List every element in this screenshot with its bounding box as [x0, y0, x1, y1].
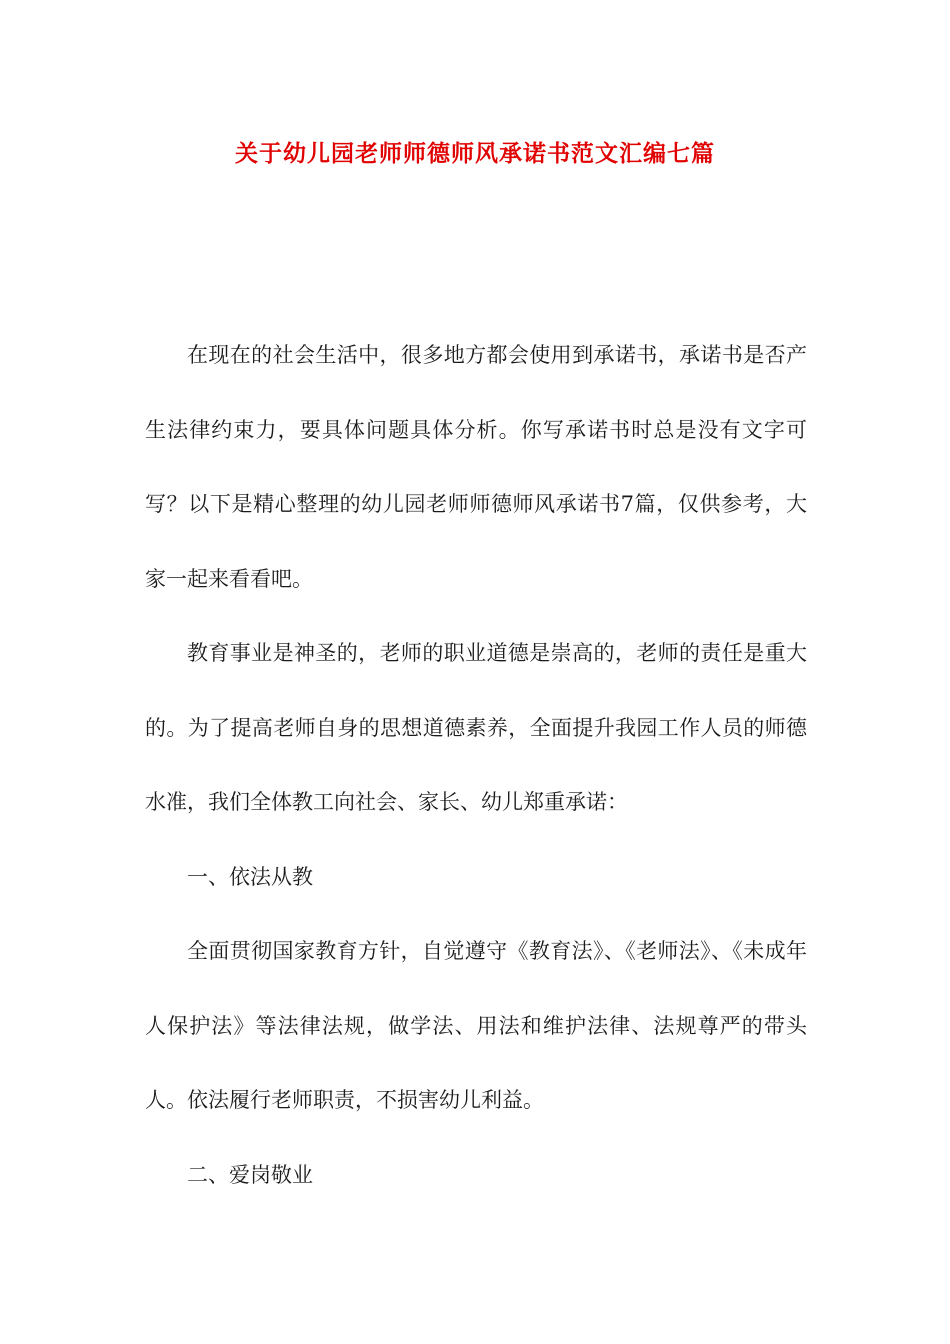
paragraph-intro: 在现在的社会生活中，很多地方都会使用到承诺书，承诺书是否产生法律约束力，要具体问题具体分析。你写承诺书时总是没有文字可写？以下是精心整理的幼儿园老师师德师风承诺书7篇，仅供参考，大家一起来看看吧。 — [145, 343, 807, 591]
document-title: 关于幼儿园老师师德师风承诺书范文汇编七篇 — [235, 140, 715, 167]
paragraph-commitment: 教育事业是神圣的，老师的职业道德是崇高的，老师的责任是重大的。为了提高老师自身的思想道德素养，全面提升我园工作人员的师德水准，我们全体教工向社会、家长、幼儿郑重承诺： — [145, 641, 807, 814]
section-heading-2: 二、爱岗敬业 — [187, 1162, 313, 1187]
section-heading-1: 一、依法从教 — [187, 864, 313, 889]
paragraph-section-1: 全面贯彻国家教育方针，自觉遵守《教育法》、《老师法》、《未成年人保护法》等法律法规，做学法、用法和维护法律、法规尊严的带头人。依法履行老师职责，不损害幼儿利益。 — [145, 939, 807, 1112]
document-body — [145, 318, 807, 1212]
